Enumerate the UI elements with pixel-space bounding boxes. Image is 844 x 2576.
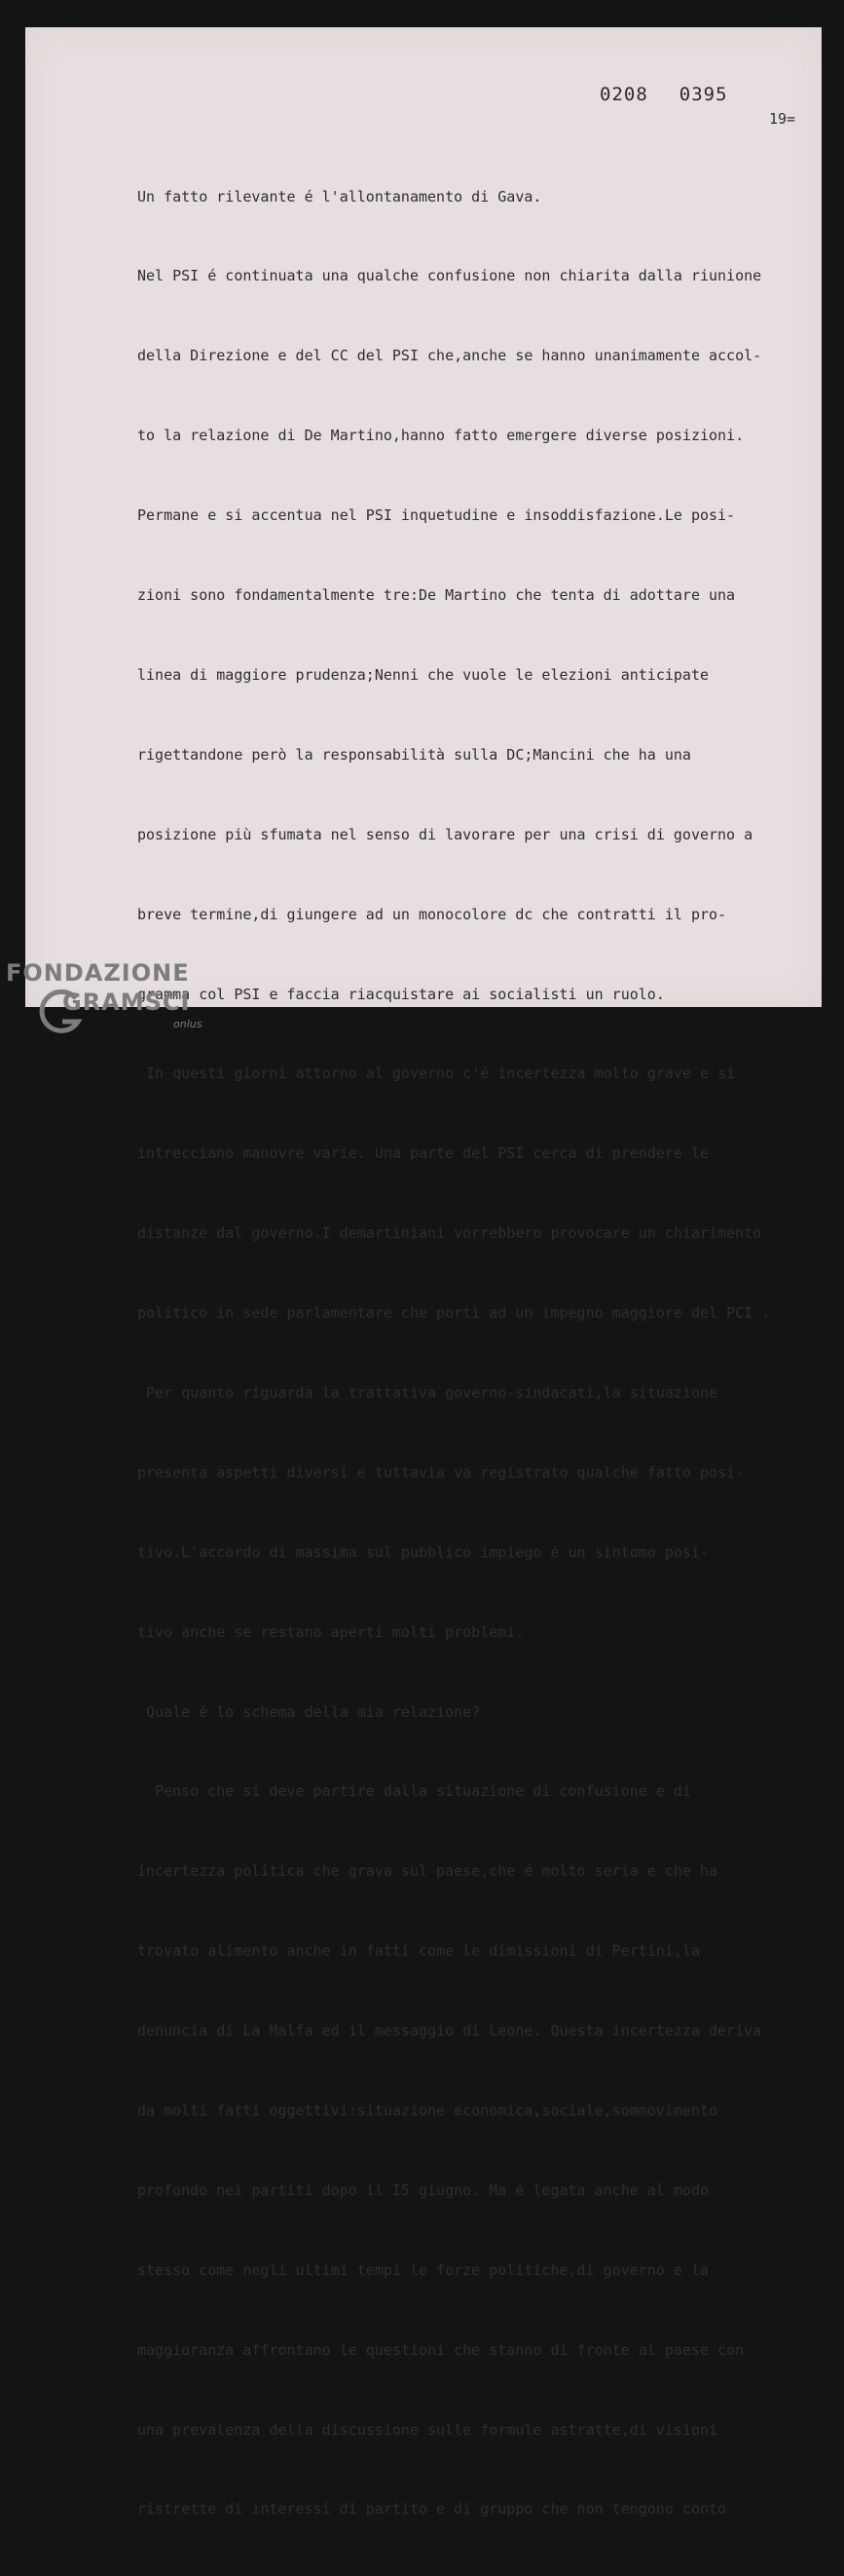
- text-line: stesso come negli ultimi tempi le forze politiche,di governo e la: [137, 2260, 709, 2279]
- text-line: denuncia di La Malfa ed il messaggio di Leone. Questa incertezza deriva: [137, 2022, 762, 2040]
- text-line: Nel PSI é continuata una qualche confusione non chiarita dalla riunione: [137, 267, 762, 285]
- text-line: trovato alimento anche in fatti come le dimissioni di Pertini,la: [137, 1942, 700, 1960]
- archive-code-1: 0208: [600, 84, 648, 105]
- archive-code: [600, 84, 728, 105]
- text-line: distanze dal governo.I demartiniani vorrebbero provocare un chiarimento: [137, 1224, 762, 1243]
- text-line: da molti fatti oggettivi:situazione economica,sociale,sommovimento: [137, 2101, 718, 2119]
- text-line: incertezza politica che grava sul paese,che é molto seria e che ha: [137, 1862, 718, 1881]
- text-line: gramma col PSI e faccia riacquistare ai socialisti un ruolo.: [137, 985, 665, 1003]
- text-line: linea di maggiore prudenza;Nenni che vuole le elezioni anticipate: [137, 665, 709, 684]
- text-line: Penso che si deve partire dalla situazione di confusione e di: [137, 1782, 691, 1801]
- text-line: intrecciano manovre varie. Una parte del PSI cerca di prendere le: [137, 1144, 709, 1163]
- text-line: tivo anche se restano aperti molti problemi.: [137, 1623, 525, 1641]
- text-line: Permane e si accentua nel PSI inquetudine e insoddisfazione.Le posi-: [137, 506, 736, 525]
- watermark-onlus: onlus: [173, 1018, 202, 1030]
- text-line: Per quanto riguarda la trattativa governo-sindacati,la situazione: [137, 1383, 718, 1401]
- text-line: Un fatto rilevante é l'allontanamento di Gava.: [137, 187, 542, 205]
- text-line: In questi giorni attorno al governo c'é incertezza molto grave e si: [137, 1064, 736, 1083]
- fondazione-gramsci-watermark: [6, 959, 210, 1047]
- text-line: una prevalenza della discussione sulle formule astratte,di visioni: [137, 2420, 718, 2439]
- text-line: zioni sono fondamentalmente tre:De Martino che tenta di adottare una: [137, 586, 736, 605]
- watermark-line-1: FONDAZIONE: [6, 959, 190, 987]
- text-line: ristrette di interessi di partito e di gruppo che non tengono conto: [137, 2500, 727, 2519]
- text-line: della Direzione e del CC del PSI che,anche se hanno unanimamente accol-: [137, 347, 762, 365]
- text-line: presenta aspetti diversi e tuttavia va registrato qualche fatto posi-: [137, 1463, 745, 1481]
- watermark-line-2: GRAMSCI: [62, 989, 191, 1016]
- text-line: Quale é lo schema della mia relazione?: [137, 1702, 481, 1721]
- text-line: posizione più sfumata nel senso di lavorare per una crisi di governo a: [137, 825, 753, 843]
- text-line: profondo nei partiti dopo il I5 giugno. Ma é legata anche al modo: [137, 2181, 709, 2199]
- text-line: rigettandone però la responsabilità sulla DC;Mancini che ha una: [137, 745, 691, 764]
- text-line: tivo.L'accordo di massima sul pubblico impiego é un sintomo posi-: [137, 1543, 709, 1561]
- text-line: politico in sede parlamentare che porti ad un impegno maggiore del PCI .: [137, 1304, 771, 1323]
- text-line: to la relazione di De Martino,hanno fatto emergere diverse posizioni.: [137, 427, 745, 445]
- text-line: maggioranza affrontano le questioni che stanno di fronte al paese con: [137, 2340, 745, 2359]
- archive-code-2: 0395: [679, 84, 728, 105]
- typewritten-body: [137, 131, 819, 2576]
- page-number: 19=: [769, 110, 796, 128]
- text-line: breve termine,di giungere ad un monocolore dc che contratti il pro-: [137, 905, 727, 923]
